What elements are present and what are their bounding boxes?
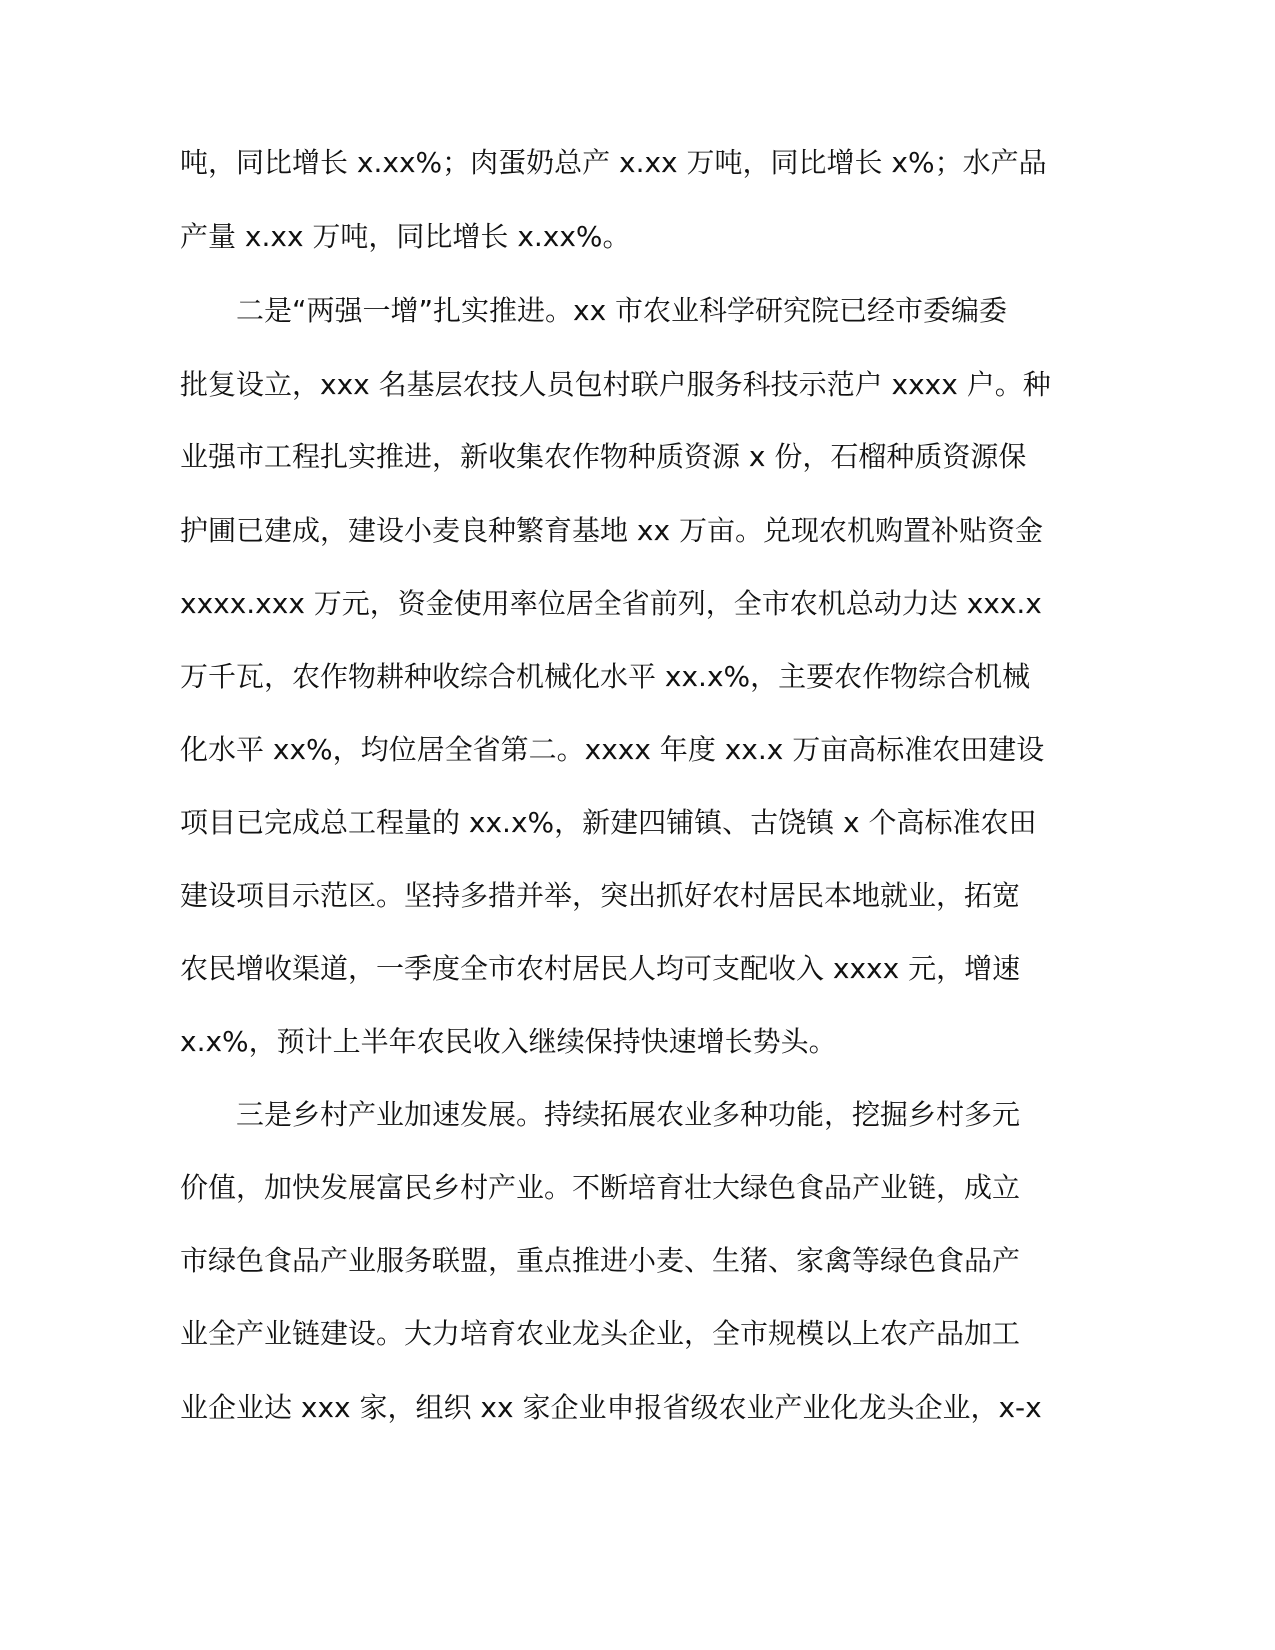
text-line: 市绿色食品产业服务联盟，重点推进小麦、生猪、家禽等绿色食品产	[180, 1244, 1021, 1277]
text-line: xxxx.xxx 万元，资金使用率位居全省前列，全市农机总动力达 xxx.x	[180, 587, 1042, 620]
text-line: 批复设立，xxx 名基层农技人员包村联户服务科技示范户 xxxx 户。种	[180, 368, 1051, 401]
text-line: 建设项目示范区。坚持多措并举，突出抓好农村居民本地就业，拓宽	[180, 879, 1021, 912]
text-line: 项目已完成总工程量的 xx.x%，新建四铺镇、古饶镇 x 个高标准农田	[180, 806, 1037, 839]
text-line: 业全产业链建设。大力培育农业龙头企业，全市规模以上农产品加工	[180, 1317, 1021, 1350]
text-line: 护圃已建成，建设小麦良种繁育基地 xx 万亩。兑现农机购置补贴资金	[180, 514, 1043, 547]
paragraph-two-heading-line: 二是“两强一增”扎实推进。xx 市农业科学研究院已经市委编委	[236, 294, 1008, 327]
paragraph-three-heading-line: 三是乡村产业加速发展。持续拓展农业多种功能，挖掘乡村多元	[236, 1098, 1021, 1131]
text-line: 吨，同比增长 x.xx%；肉蛋奶总产 x.xx 万吨，同比增长 x%；水产品	[180, 146, 1047, 179]
text-line: 万千瓦，农作物耕种收综合机械化水平 xx.x%，主要农作物综合机械	[180, 660, 1031, 693]
text-line: 产量 x.xx 万吨，同比增长 x.xx%。	[180, 220, 631, 253]
text-line: x.x%，预计上半年农民收入继续保持快速增长势头。	[180, 1025, 837, 1058]
text-line: 农民增收渠道，一季度全市农村居民人均可支配收入 xxxx 元，增速	[180, 952, 1021, 985]
text-line: 业强市工程扎实推进，新收集农作物种质资源 x 份，石榴种质资源保	[180, 440, 1027, 473]
text-line: 价值，加快发展富民乡村产业。不断培育壮大绿色食品产业链，成立	[180, 1171, 1021, 1204]
text-line: 业企业达 xxx 家，组织 xx 家企业申报省级农业产业化龙头企业，x-x	[180, 1391, 1042, 1424]
text-line: 化水平 xx%，均位居全省第二。xxxx 年度 xx.x 万亩高标准农田建设	[180, 733, 1045, 766]
